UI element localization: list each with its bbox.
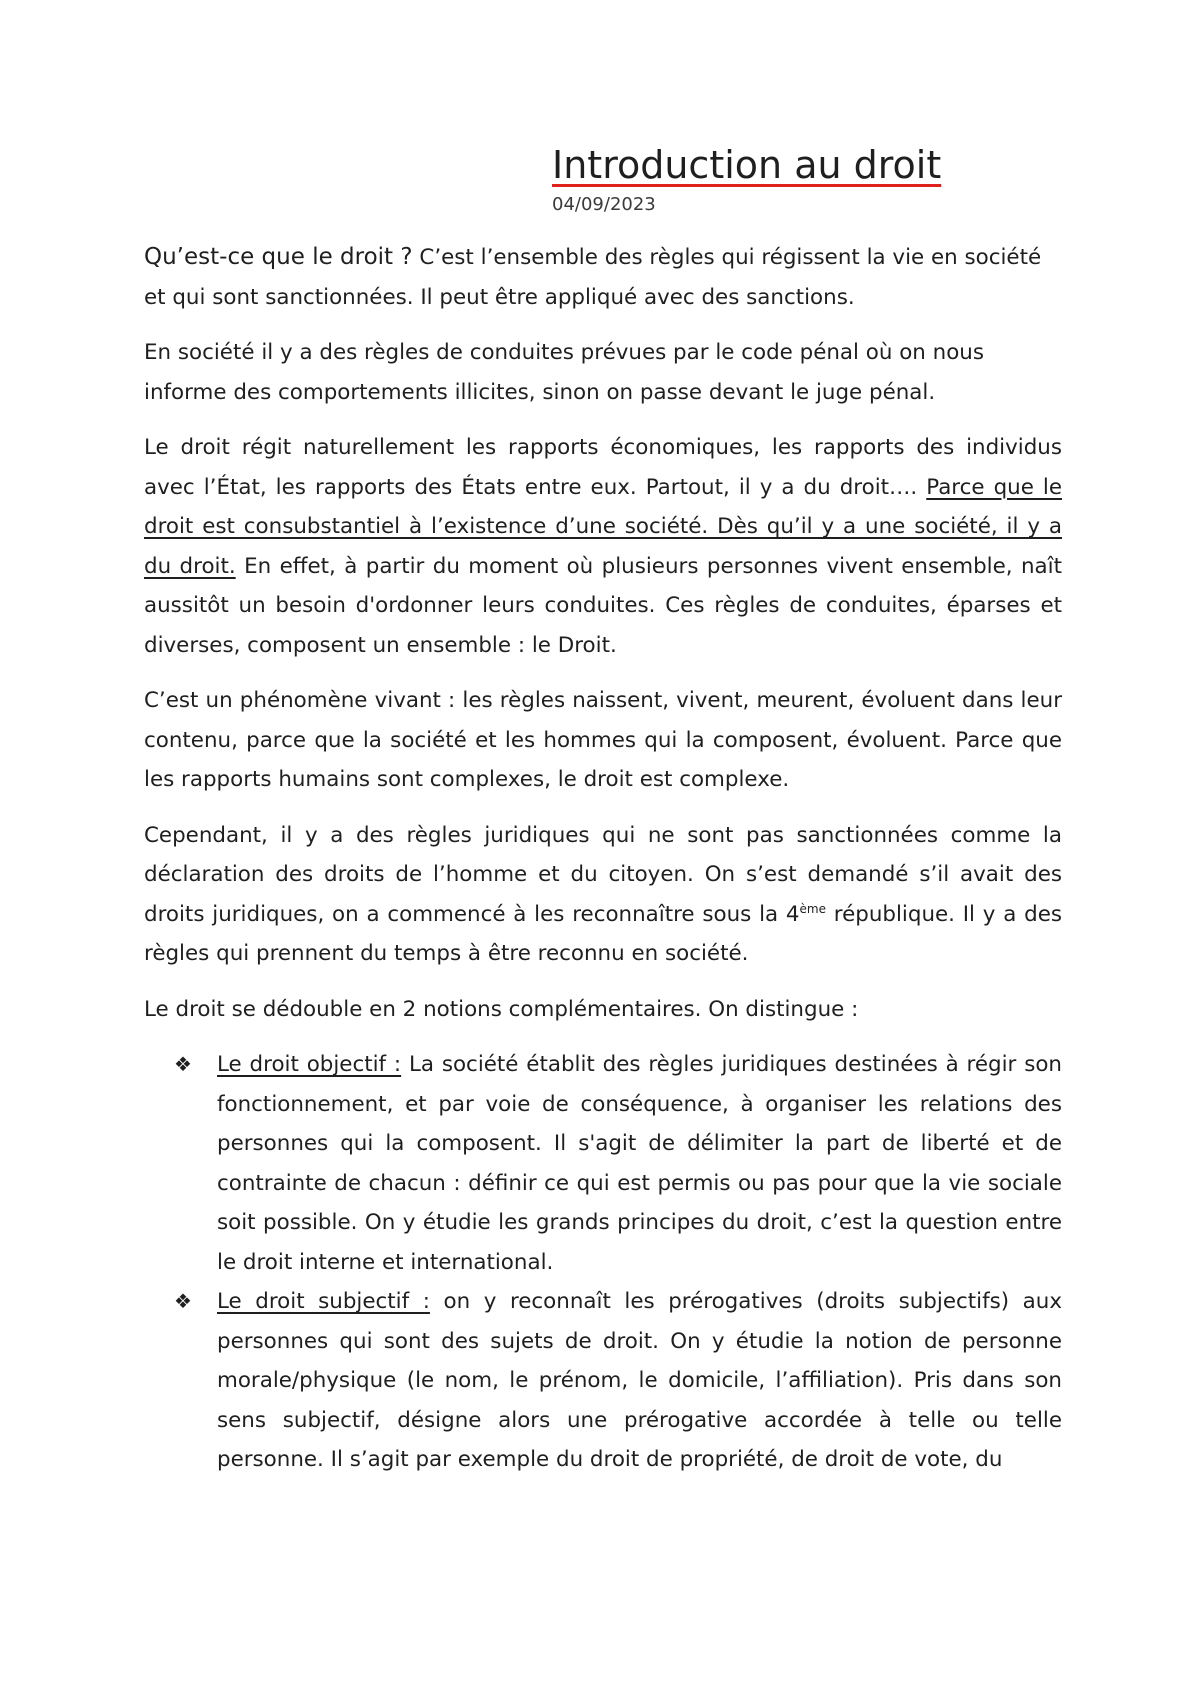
- paragraph-phenomene-vivant: C’est un phénomène vivant : les règles naissent, vivent, meurent, évoluent dans leur contenu, parce que la société et les hommes qui la composent, évoluent. Parce que les rapports humains sont complexes, le droit est complexe.: [144, 688, 1062, 792]
- notions-list: [144, 1045, 1062, 1480]
- droit-subjectif-label: Le droit subjectif :: [217, 1289, 430, 1314]
- list-item-droit-subjectif: [144, 1282, 1062, 1480]
- paragraph-code-penal: En société il y a des règles de conduites prévues par le code pénal où on nous informe des comportements illicites, sinon on passe devant le juge pénal.: [144, 340, 984, 405]
- paragraph-definition: [144, 238, 1062, 317]
- droit-subjectif-text: on y reconnaît les prérogatives (droits subjectifs) aux personnes qui sont des sujets de droit. On y étudie la notion de personne morale/physique (le nom, le prénom, le domicile, l’affiliation). Pris dans son sens subjectif, désigne alors une prérogative accordée à telle ou telle personne. Il s’agit par exemple du droit de propriété, de droit de vote, du: [217, 1289, 1062, 1472]
- droit-regit-continuation: En effet, à partir du moment où plusieurs personnes vivent ensemble, naît aussitôt un besoin d'ordonner leurs conduites. Ces règles de conduites, éparses et diverses, composent un ensemble : le Droit.: [144, 553, 1062, 658]
- paragraph-droit-regit: [144, 428, 1062, 665]
- underlined-statement: Parce que le droit est consubstantiel à l’existence d’une société. Dès qu’il y a une société, il y a du droit.: [144, 474, 1062, 579]
- document-body: [144, 238, 1062, 1480]
- droit-regit-text: Le droit régit naturellement les rapports économiques, les rapports des individus avec l’État, les rapports des États entre eux. Partout, il y a du droit….: [144, 435, 1062, 500]
- paragraph-deux-notions: Le droit se dédouble en 2 notions complémentaires. On distingue :: [144, 996, 859, 1022]
- document-date: 04/09/2023: [552, 194, 656, 215]
- regles-text: Cependant, il y a des règles juridiques qui ne sont pas sanctionnées comme la déclaration des droits de l’homme et du citoyen. On s’est demandé s’il avait des droits juridiques, on a commencé à les reconnaître sous la 4: [144, 822, 1062, 927]
- diamond-bullet-icon: ❖: [174, 1289, 192, 1313]
- droit-objectif-text: La société établit des règles juridiques destinées à régir son fonctionnement, et par voie de conséquence, à organiser les relations des personnes qui la composent. Il s'agit de délimiter la part de liberté et de contrainte de chacun : définir ce qui est permis ou pas pour que la vie sociale soit possible. On y étudie les grands principes du droit, c’est la question entre le droit interne et international.: [217, 1052, 1062, 1275]
- diamond-bullet-icon: ❖: [174, 1052, 192, 1076]
- list-item-droit-objectif: [144, 1045, 1062, 1282]
- definition-text: C’est l’ensemble des règles qui régissent la vie en société et qui sont sanctionnées. Il peut être appliqué avec des sanctions.: [144, 245, 1042, 310]
- superscript-eme: ème: [799, 901, 826, 916]
- paragraph-regles-non-sanctionnees: [144, 816, 1062, 974]
- regles-continuation: république. Il y a des règles qui prennent du temps à être reconnu en société.: [144, 901, 1062, 966]
- document-title: Introduction au droit: [552, 143, 942, 187]
- droit-objectif-label: Le droit objectif :: [217, 1052, 402, 1077]
- document-page: [144, 0, 1062, 1696]
- question-heading: Qu’est-ce que le droit ?: [144, 244, 413, 270]
